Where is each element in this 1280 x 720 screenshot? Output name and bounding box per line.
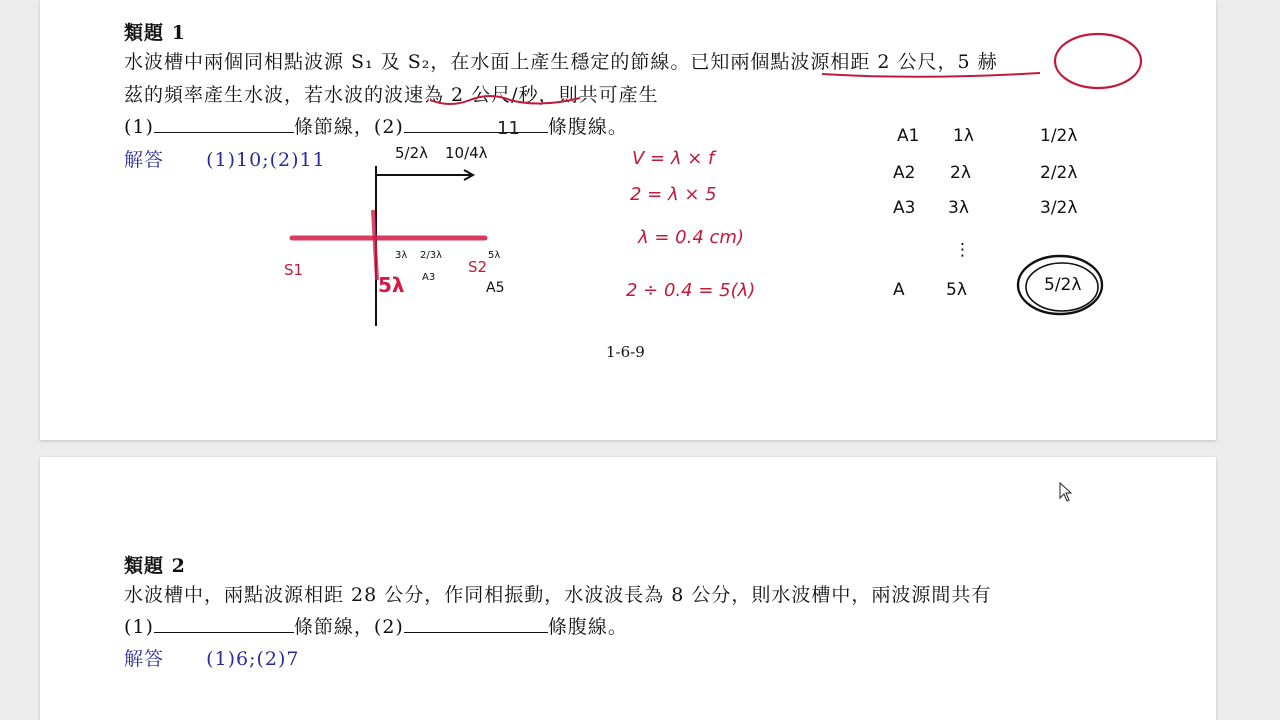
red-vertical-mark [373,210,377,280]
question-1-line-2: 茲的頻率產生水波，若水波的波速為 2 公尺/秒，則共可產生 [124,84,659,106]
equation-2: 2 = λ × 5 [630,184,717,205]
top-left-label: 5/2λ [395,144,429,162]
label-s1: S1 [284,261,304,279]
q2-answer-value: (1)6;(2)7 [206,648,300,670]
table-row-3-label: A3 [893,198,916,218]
question-2-line-1: 水波槽中，兩點波源相距 28 公分，作同相振動，水波波長為 8 公分，則水波槽中，兩波源間共有 [124,584,992,606]
label-s2: S2 [468,258,488,276]
question-2-line-2 [124,612,628,639]
mid-label-3: A3 [422,272,436,283]
q2-blank-1-label: (1) [124,616,154,638]
answer-blank-2 [404,113,548,133]
q2-blank-1-suffix: 條節線，(2) [293,616,404,638]
q2-answer-blank-2 [404,613,548,633]
black-circle-annotation [1018,256,1102,314]
answer-blank-1 [154,113,294,133]
red-circle-annotation [1055,34,1141,88]
table-row-5-label: A [893,280,905,300]
table-row-4-label: ⋮ [954,240,971,260]
answer-value: (1)10;(2)11 [206,149,326,171]
table-row-3-right: 3/2λ [1040,198,1078,218]
mid-label-1: 3λ [395,250,408,261]
document-page-2 [40,457,1216,720]
q2-answer-blank-1 [154,613,294,633]
blank-1-suffix: 條節線，(2) [293,116,404,138]
answer-label: 解答 [124,149,165,171]
question-2-answer [124,644,300,671]
equation-1: V = λ × f [632,148,715,169]
page-number: 1-6-9 [606,343,645,361]
table-row-2-left: 2λ [950,163,971,183]
q2-answer-label: 解答 [124,648,165,670]
q2-blank-2-suffix: 條腹線。 [547,616,628,638]
mid-label-5: A5 [486,280,505,296]
blank-2-suffix: 條腹線。 [547,116,628,138]
equation-3: λ = 0.4 cm) [638,227,744,248]
arrow-head [464,170,473,180]
mid-label-4: 5λ [488,250,501,261]
question-1-answer [124,145,326,172]
mouse-cursor-icon [1059,482,1075,504]
question-1-title: 類題 1 [124,22,186,44]
table-row-1-label: A1 [897,126,920,146]
top-right-label: 10/4λ [445,144,488,162]
question-1-line-3 [124,112,628,139]
table-row-2-right: 2/2λ [1040,163,1078,183]
mid-label-2: 2/3λ [420,250,443,261]
table-row-5-right: 5/2λ [1044,275,1082,295]
table-row-5-left: 5λ [946,280,967,300]
red-five-lambda: 5λ [378,273,405,297]
blank-fill-handwriting: 11 [497,118,520,139]
blank-1-label: (1) [124,116,154,138]
table-row-3-left: 3λ [948,198,969,218]
question-2-title: 類題 2 [124,555,186,577]
table-row-1-left: 1λ [953,126,974,146]
table-row-1-right: 1/2λ [1040,126,1078,146]
question-1-line-1: 水波槽中兩個同相點波源 S₁ 及 S₂，在水面上產生穩定的節線。已知兩個點波源相距 2 公尺，5 赫 [124,51,998,73]
equation-4: 2 ÷ 0.4 = 5(λ) [626,280,756,301]
table-row-2-label: A2 [893,163,916,183]
document-page-1 [40,0,1216,440]
